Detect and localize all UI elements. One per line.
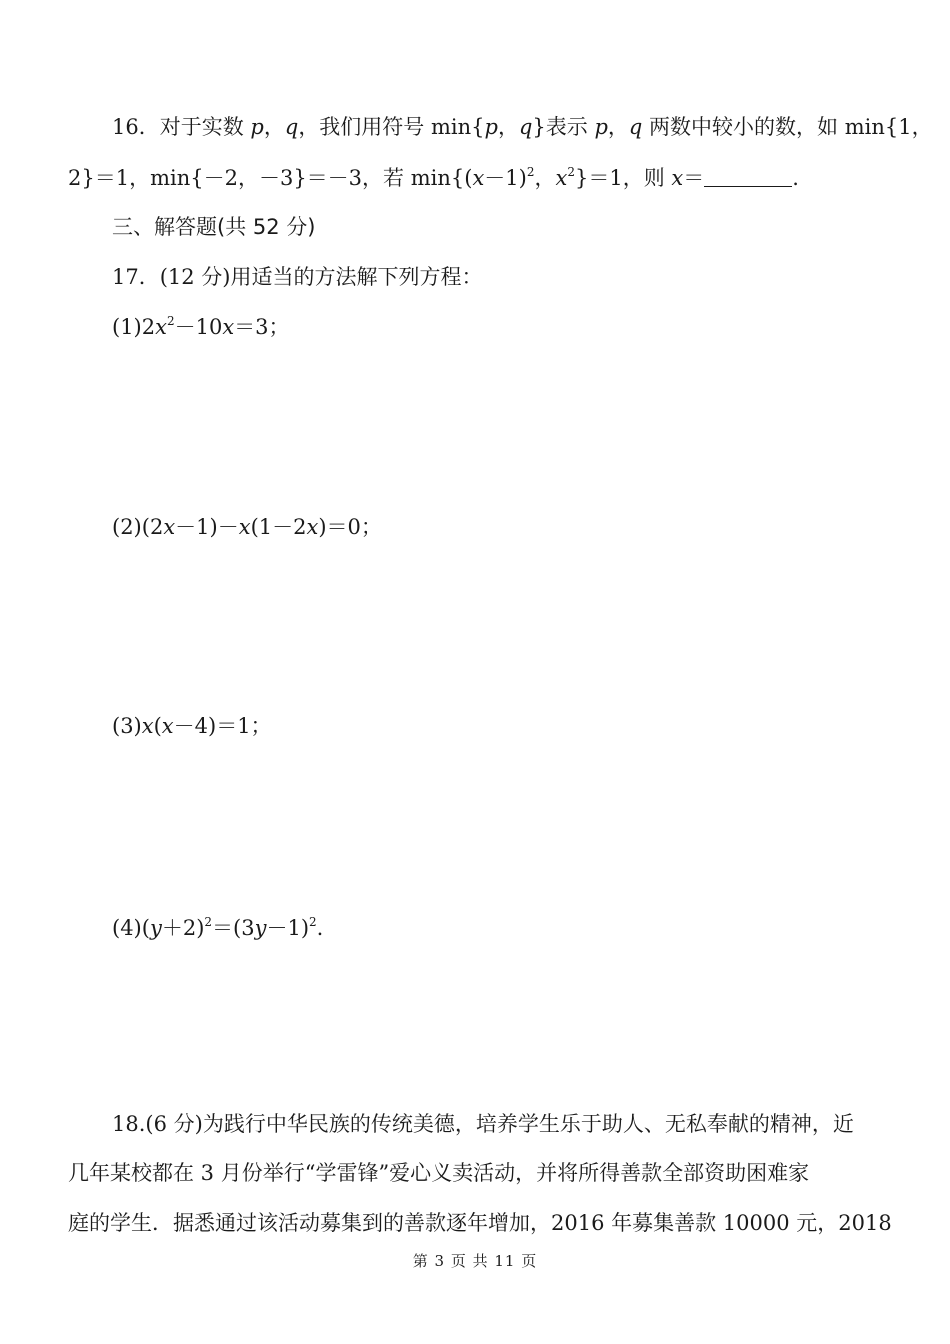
q18-line-2: 几年某校都在 3 月份举行“学雷锋”爱心义卖活动，并将所得善款全部资助困难家 <box>68 1161 810 1185</box>
q17-equation-1: $(1)2x^2-10x=3$； <box>112 314 290 339</box>
q17-equation-3: (3)x(x－4)＝1； <box>112 714 272 738</box>
q17-equation-2: (2)(2x－1)－x(1－2x)＝0； <box>112 515 382 539</box>
q16-line-2: 2}＝1，min{－2，－3}＝－3，若 $\min\{(x-1)^2$，$x^2\}=1$，则 x＝ . <box>68 165 799 190</box>
q18-line-1: 18.(6 分)为践行中华民族的传统美德，培养学生乐于助人、无私奉献的精神，近 <box>112 1112 854 1136</box>
q17-header: 17．(12 分)用适当的方法解下列方程： <box>112 265 483 289</box>
q16-line-1: 16．对于实数 p，q，我们用符号 min{p，q}表示 p，q 两数中较小的数，如 min{1， <box>112 115 933 139</box>
page-footer: 第 3 页 共 11 页 <box>412 1252 538 1270</box>
answer-blank[interactable] <box>704 166 792 187</box>
q17-equation-4: $(4)(y+2)^2=(3y-1)^2$. <box>112 915 324 940</box>
q18-line-3: 庭的学生．据悉通过该活动募集到的善款逐年增加，2016 年募集善款 10000 元，2018 <box>68 1211 892 1235</box>
section-title: 三、解答题(共 52 分) <box>112 215 316 239</box>
